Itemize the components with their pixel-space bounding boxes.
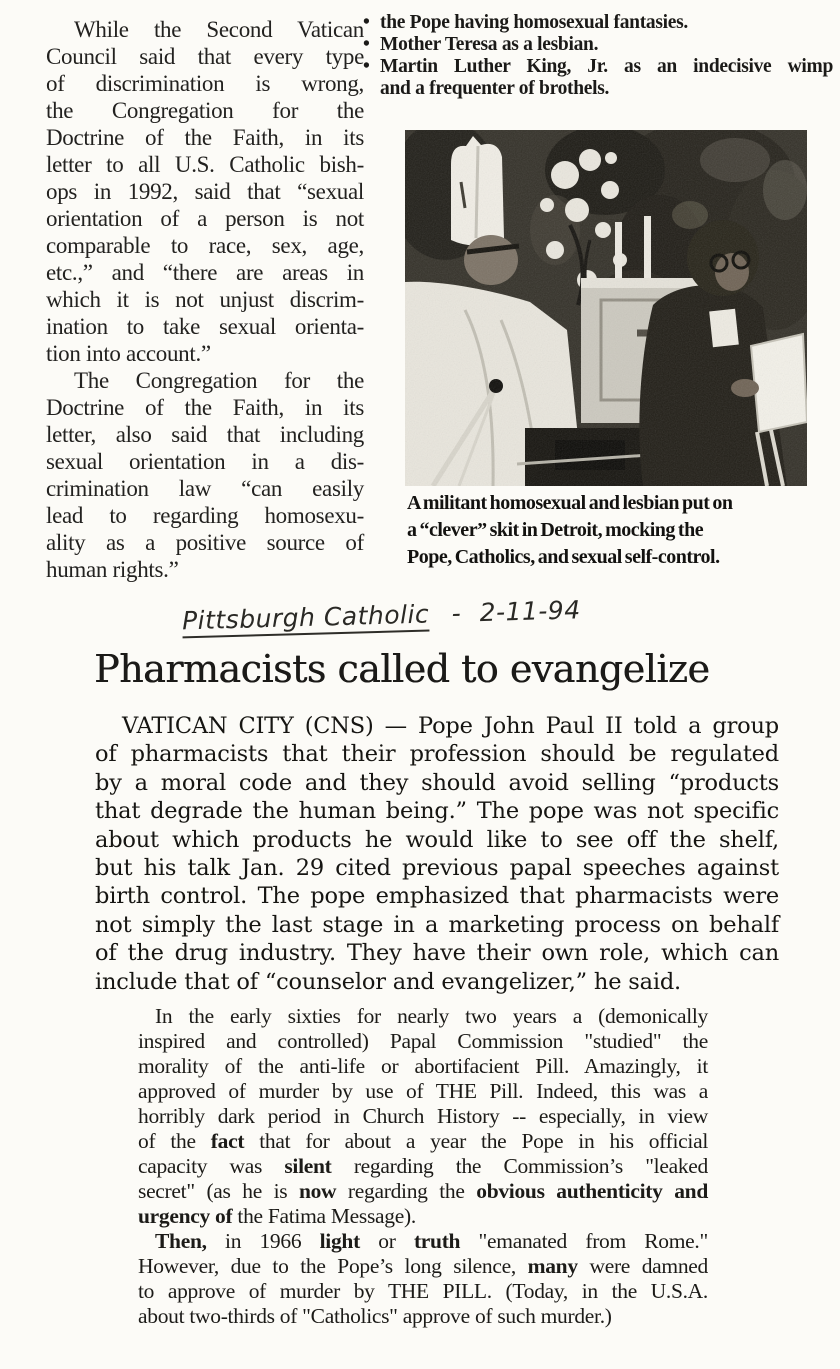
bold-text-segment: light [319, 1229, 360, 1253]
text-line [138, 1054, 708, 1079]
bullet-icon: • [363, 56, 370, 77]
article-headline: Pharmacists called to evangelize [94, 647, 710, 691]
text-line [138, 1079, 708, 1104]
bold-text-segment: now [298, 1179, 337, 1203]
bullet-text [380, 12, 833, 34]
left-column [46, 16, 364, 583]
bold-text-segment: obvious authenticity and [476, 1179, 708, 1203]
text-line: The Congregation for the [74, 368, 364, 393]
bold-text-segment: silent [284, 1154, 332, 1178]
text-line [138, 1279, 708, 1304]
text-segment: were damned [577, 1254, 708, 1278]
text-segment: in 1966 [206, 1229, 320, 1253]
text-segment: to approve of murder by THE PILL. (Today, in the U.S.A. [138, 1279, 708, 1303]
text-segment: capacity was [138, 1154, 285, 1178]
text-line [138, 1104, 708, 1129]
handwritten-source [182, 594, 643, 636]
bullet-text [380, 34, 833, 56]
text-segment: regarding the [336, 1179, 477, 1203]
bullet-item [363, 12, 833, 34]
bold-text-segment: many [527, 1254, 578, 1278]
text-line: of discrimination is wrong, [46, 71, 364, 96]
text-line: lead to regarding homosexu- [46, 503, 364, 528]
text-segment: about two-thirds of "Catholics" approve of such murder.) [138, 1304, 612, 1328]
text-line: Martin Luther King, Jr. as an indecisive wimp [380, 56, 833, 77]
text-line: birth control. The pope emphasized that pharmacists were [95, 883, 779, 910]
text-line [138, 1204, 708, 1229]
text-line: letter to all U.S. Catholic bish- [46, 152, 364, 177]
left-column-paragraph-2 [46, 367, 364, 583]
photo-caption [407, 490, 809, 571]
text-line: VATICAN CITY (CNS) — Pope John Paul II told a group [122, 713, 779, 739]
text-segment: the Fatima Message). [232, 1204, 416, 1228]
text-line: tion into account.” [46, 341, 211, 366]
text-segment: horribly dark period in Church History -- especially, in view [138, 1104, 708, 1128]
text-segment: regarding the Commission’s "leaked [331, 1154, 708, 1178]
text-line: sexual orientation in a dis- [46, 449, 364, 474]
excerpt-paragraph-2 [138, 1229, 708, 1329]
text-line: human rights.” [46, 557, 179, 582]
text-line: Council said that every type [46, 44, 364, 69]
clipping-date: 2-11-94 [479, 595, 582, 628]
bullet-text [380, 56, 833, 100]
left-column-paragraph-1 [46, 16, 364, 367]
text-segment: secret" (as he is [138, 1179, 299, 1203]
text-segment: approved of murder by use of THE Pill. Indeed, this was a [138, 1079, 708, 1103]
commentary-excerpt [138, 1004, 708, 1329]
news-photo [405, 130, 807, 486]
bold-text-segment: urgency of [138, 1204, 233, 1228]
article-body [95, 712, 779, 996]
bold-text-segment: fact [210, 1129, 245, 1153]
text-line: ops in 1992, said that “sexual [46, 179, 364, 204]
dash-separator: - [451, 598, 462, 628]
text-line [138, 1254, 708, 1279]
text-segment: or [359, 1229, 414, 1253]
text-line: that degrade the human being.” The pope was not specific [95, 798, 779, 825]
text-line: comparable to race, sex, age, [46, 233, 364, 258]
text-line: which it is not unjust discrim- [46, 287, 364, 312]
photo-grain-overlay [405, 130, 807, 486]
text-line: and a frequenter of brothels. [380, 78, 610, 99]
text-line: ality as a positive source of [46, 530, 364, 555]
text-line: but his talk Jan. 29 cited previous papal speeches against [95, 855, 779, 882]
text-line: by a moral code and they should avoid selling “products [95, 769, 779, 796]
bullet-icon: • [363, 12, 370, 33]
bullet-item [363, 34, 833, 56]
text-line [138, 1229, 708, 1254]
text-line: While the Second Vatican [74, 17, 364, 42]
text-line [138, 1004, 708, 1029]
text-line: Doctrine of the Faith, in its [46, 125, 364, 150]
bold-text-segment: Then, [155, 1229, 207, 1253]
bold-text-segment: truth [413, 1229, 461, 1253]
text-line: ination to take sexual orienta- [46, 314, 364, 339]
text-line: Pope, Catholics, and sexual self-control. [407, 546, 720, 568]
text-line: the Congregation for the [46, 98, 364, 123]
text-line: crimination law “can easily [46, 476, 364, 501]
text-line: not simply the last stage in a marketing process on behalf [95, 911, 779, 938]
publication-name: Pittsburgh Catholic [182, 600, 430, 639]
text-line: letter, also said that including [46, 422, 364, 447]
text-line: the Pope having homosexual fantasies. [380, 12, 688, 33]
text-line [138, 1179, 708, 1204]
text-line: about which products he would like to see off the shelf, [95, 826, 779, 853]
text-line [138, 1154, 708, 1179]
text-segment: In the early sixties for nearly two years a (demonically [155, 1004, 708, 1028]
bullet-list [363, 12, 833, 100]
text-segment: of the [138, 1129, 211, 1153]
bullet-item [363, 56, 833, 100]
text-line: a “clever” skit in Detroit, mocking the [407, 519, 704, 541]
text-line [138, 1029, 708, 1054]
bullet-icon: • [363, 34, 370, 55]
excerpt-paragraph-1 [138, 1004, 708, 1229]
text-segment: inspired and controlled) Papal Commission "studied" the [138, 1029, 708, 1053]
text-line: Mother Teresa as a lesbian. [380, 34, 599, 55]
text-segment: "emanated from Rome." [460, 1229, 708, 1253]
text-line: etc.,” and “there are areas in [46, 260, 364, 285]
text-line [138, 1129, 708, 1154]
text-line: A militant homosexual and lesbian put on [407, 492, 733, 514]
text-segment: that for about a year the Pope in his official [244, 1129, 708, 1153]
text-line: Doctrine of the Faith, in its [46, 395, 364, 420]
text-line: include that of “counselor and evangelizer,” he said. [95, 968, 681, 995]
text-segment: However, due to the Pope’s long silence, [138, 1254, 528, 1278]
news-photo-illustration [405, 130, 807, 486]
text-line: orientation of a person is not [46, 206, 364, 231]
text-line: of the drug industry. They have their own role, which can [95, 940, 779, 967]
text-segment: morality of the anti-life or abortifacient Pill. Amazingly, it [138, 1054, 708, 1078]
text-line [138, 1304, 708, 1329]
text-line: of pharmacists that their profession should be regulated [95, 741, 779, 768]
